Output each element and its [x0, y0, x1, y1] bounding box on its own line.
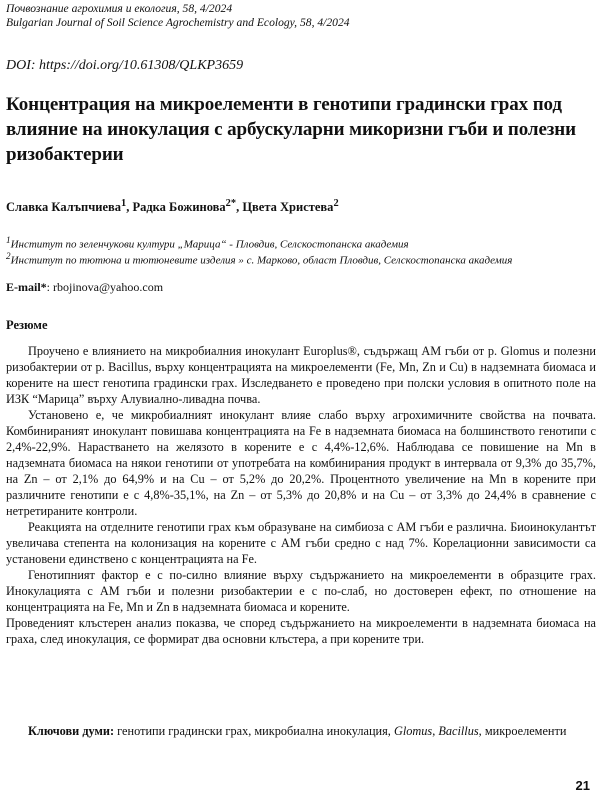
affiliation-text: Институт по тютюна и тютюневите изделия » с. Марково, област Пловдив, Селскостопанска академия: [10, 254, 513, 267]
keywords-text: генотипи градински грах, микробиална инокулация,: [114, 724, 394, 738]
abstract-heading: Резюме: [6, 318, 48, 332]
affiliation-mark: 2: [6, 251, 11, 261]
keyword-italic: Bacillus: [438, 724, 479, 738]
author-name: Славка Калъпчиева: [6, 200, 121, 215]
abstract-body: [6, 343, 596, 647]
doi-link[interactable]: DOI: https://doi.org/10.61308/QLKP3659: [6, 58, 244, 73]
corresponding-email: [6, 280, 163, 295]
affiliation-2: [6, 248, 591, 269]
email-label: E-mail*: [6, 280, 47, 294]
author-affiliation-mark: 1: [121, 198, 127, 209]
journal-header-bg: Почвознание агрохимия и екология, 58, 4/2024: [6, 2, 233, 15]
keywords-tail: микроелементи: [484, 724, 567, 738]
author-affiliation-mark: 2: [333, 198, 339, 209]
affiliation-text: Институт по зеленчукови култури „Марица“ - Пловдив, Селскостопанска академия: [10, 238, 409, 251]
abstract-paragraph: Проведеният клъстерен анализ показва, че според съдържанието на микроелементи в надземната биомаса на граха, след инокулация, се формират два основни клъстера, а при корените три.: [6, 616, 596, 646]
abstract-paragraph: Реакцията на отделните генотипи грах към образуване на симбиоза с АМ гъби е различна. Биоинокулантът увеличава степента на колонизация на корените с АМ гъби средно с над 7%. Корелационни зависимости са установени единствено с концентрацията на Fe.: [6, 520, 596, 566]
article-title: Концентрация на микроелементи в генотипи градински грах под влияние на инокулация с арбускуларни микоризни гъби и полезни ризобактерии: [6, 94, 577, 165]
affiliation-mark: 1: [6, 235, 11, 245]
abstract-paragraph: Генотипният фактор е с по-силно влияние върху съдържанието на микроелементи в образците грах. Инокулацията с АМ гъби и полезни ризобактерии е с по-слаб, но достоверен ефект, по отношение на концентрацията на Fe, Mn и Zn в надземната биомаса и корените.: [6, 568, 596, 614]
author-name: Радка Божинова: [132, 200, 226, 215]
abstract-paragraph: Проучено е влиянието на микробиалния инокулант Europlus®, съдържащ АМ гъби от р. Glomus и полезни ризобактерии от р. Bacillus, върху концентрацията на микроелементи (Fe, Mn, Zn и Cu) в надземната биомаса и корените на шест генотипа градински грах. Изследването е проведено при полски условия в опитното поле на ИЗК “Марица” върху Алувиално-ливадна почва.: [6, 344, 596, 406]
keywords-label: Ключови думи:: [28, 724, 115, 738]
author-list: Славка Калъпчиева$^1$, Радка Божинова$^{2*}$, Цвета Христева$^2$: [6, 198, 339, 215]
keyword-italic: Glomus: [393, 724, 433, 738]
page-number: 21: [575, 778, 590, 793]
journal-header-en: Bulgarian Journal of Soil Science Agrochemistry and Ecology, 58, 4/2024: [6, 16, 350, 29]
author-affiliation-mark: 2*: [225, 198, 237, 209]
author-name: Цвета Христева: [242, 200, 334, 215]
keywords: Ключови думи: генотипи градински грах, микробиална инокулация, Glomus, Bacillus, микроелементи: [28, 724, 567, 738]
email-address[interactable]: : rbojinova@yahoo.com: [46, 280, 164, 294]
abstract-paragraph: Установено е, че микробиалният инокулант влияе слабо върху агрохимичните свойства на почвата. Комбинираният инокулант повишава концентрацията на Fe в надземната биомаса на болшинството генотипи с 2,4%-22,9%. Нарастването на желязото в корените е с 4,4%-12,6%. Наблюдава се повишение на Mn в надземната биомаса на някои генотипи от употребата на комбинирания продукт в интервала от 9,3% до 35,7%, на Zn – от 2,1% до 64,9% и на Cu – от 5,2% до 20,2%. Процентното увеличение на Mn в корените при различните генотипи е с 4,8%-35,1%, на Zn – от 5,3% до 20,8% и на Cu – от 3,3% до 24,4% в сравнение с нетретираните контроли.: [6, 408, 596, 518]
